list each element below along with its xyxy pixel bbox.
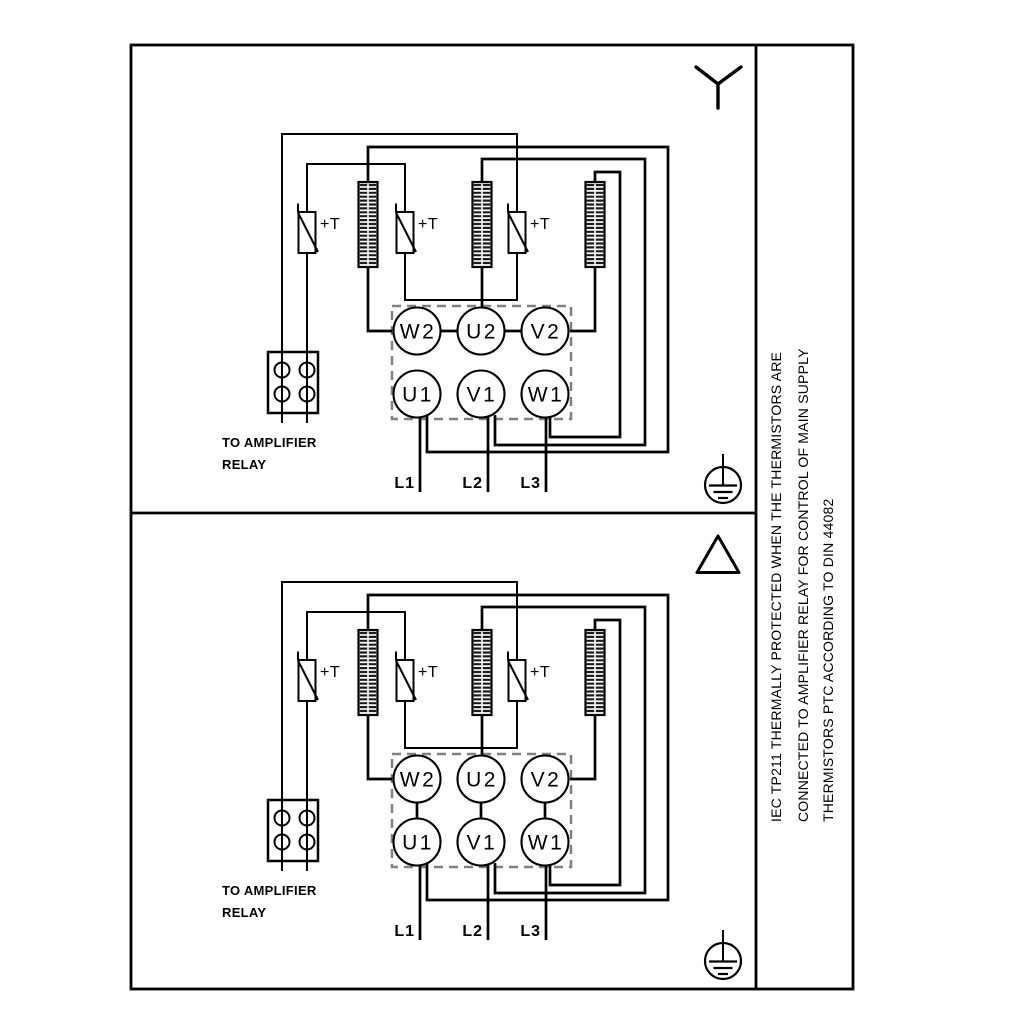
thermistor-plus-t-label: +T: [530, 216, 551, 233]
terminal-label-U1: U1: [402, 383, 434, 407]
thermistor-plus-t-label: +T: [418, 216, 439, 233]
relay-note-line1: TO AMPLIFIER: [222, 435, 317, 450]
ptc-thermistor-icon: [508, 204, 550, 254]
coil3-to-v2-wire: [570, 715, 595, 779]
thermistor-plus-t-label: +T: [320, 216, 341, 233]
thermistor1-to-thermistor2-wire: [307, 612, 405, 660]
terminal-label-W2: W2: [399, 768, 437, 792]
terminal-V1: [458, 819, 505, 866]
star-arm: [718, 67, 741, 84]
star-connection-panel: [222, 67, 741, 503]
relay-note-line1: TO AMPLIFIER: [222, 883, 317, 898]
terminal-W2: [394, 308, 441, 355]
coil1-to-w2-wire: [368, 267, 392, 331]
terminal-U1: [394, 371, 441, 418]
terminal-W1: [522, 819, 569, 866]
thermistor-plus-t-label: +T: [530, 664, 551, 681]
thermistor2-to-thermistor3-wire: [405, 253, 517, 300]
amplifier-relay-block: [268, 352, 318, 413]
thermistor2-to-thermistor3-wire: [405, 701, 517, 748]
terminal-label-V1: V1: [466, 831, 498, 855]
delta-connection-panel: [222, 536, 741, 979]
motor-winding-coil-icon: [473, 182, 492, 267]
amplifier-relay-block: [268, 800, 318, 861]
motor-winding-coil-icon: [473, 630, 492, 715]
terminal-U2: [458, 756, 505, 803]
delta-symbol-icon: [697, 536, 739, 573]
sidebar-note-line1: IEC TP211 THERMALLY PROTECTED WHEN THE THERMISTORS ARE: [768, 351, 784, 822]
protective-earth-icon: [705, 454, 741, 503]
terminal-W2: [394, 756, 441, 803]
star-arm: [696, 67, 718, 84]
thermistor-plus-t-label: +T: [418, 664, 439, 681]
terminal-label-U2: U2: [466, 768, 498, 792]
terminal-V2: [522, 308, 569, 355]
ptc-thermistor-icon: [298, 204, 340, 254]
ptc-thermistor-icon: [298, 652, 340, 702]
relay-box: [268, 352, 318, 413]
thermistor-plus-t-label: +T: [320, 664, 341, 681]
terminal-label-W1: W1: [527, 831, 565, 855]
sidebar-note: [768, 348, 836, 822]
terminal-label-V2: V2: [530, 320, 562, 344]
terminal-label-W1: W1: [527, 383, 565, 407]
motor-winding-coil-icon: [359, 182, 378, 267]
terminal-label-V1: V1: [466, 383, 498, 407]
supply-line-label-L2: L2: [462, 923, 483, 940]
supply-line-label-L2: L2: [462, 475, 483, 492]
motor-winding-coil-icon: [586, 630, 605, 715]
terminal-U2: [458, 308, 505, 355]
relay-note-line2: RELAY: [222, 905, 267, 920]
sidebar-note-line2: CONNECTED TO AMPLIFIER RELAY FOR CONTROL OF MAIN SUPPLY: [795, 348, 811, 822]
motor-winding-coil-icon: [359, 630, 378, 715]
motor-winding-coil-icon: [586, 182, 605, 267]
coil3-to-v2-wire: [570, 267, 595, 331]
ptc-thermistor-icon: [508, 652, 550, 702]
ptc-thermistor-icon: [396, 204, 438, 254]
ptc-thermistor-icon: [396, 652, 438, 702]
star-symbol-icon: [696, 67, 741, 108]
relay-note-line2: RELAY: [222, 457, 267, 472]
terminal-label-W2: W2: [399, 320, 437, 344]
supply-line-label-L3: L3: [520, 475, 541, 492]
relay-box: [268, 800, 318, 861]
terminal-label-U1: U1: [402, 831, 434, 855]
terminal-W1: [522, 371, 569, 418]
terminal-U1: [394, 819, 441, 866]
coil1-to-w2-wire: [368, 715, 392, 779]
protective-earth-icon: [705, 930, 741, 979]
thermistor1-to-thermistor2-wire: [307, 164, 405, 212]
supply-line-label-L1: L1: [394, 923, 415, 940]
terminal-V2: [522, 756, 569, 803]
terminal-V1: [458, 371, 505, 418]
supply-line-label-L3: L3: [520, 923, 541, 940]
supply-line-label-L1: L1: [394, 475, 415, 492]
terminal-label-V2: V2: [530, 768, 562, 792]
terminal-label-U2: U2: [466, 320, 498, 344]
sidebar-note-line3: THERMISTORS PTC ACCORDING TO DIN 44082: [820, 498, 836, 822]
